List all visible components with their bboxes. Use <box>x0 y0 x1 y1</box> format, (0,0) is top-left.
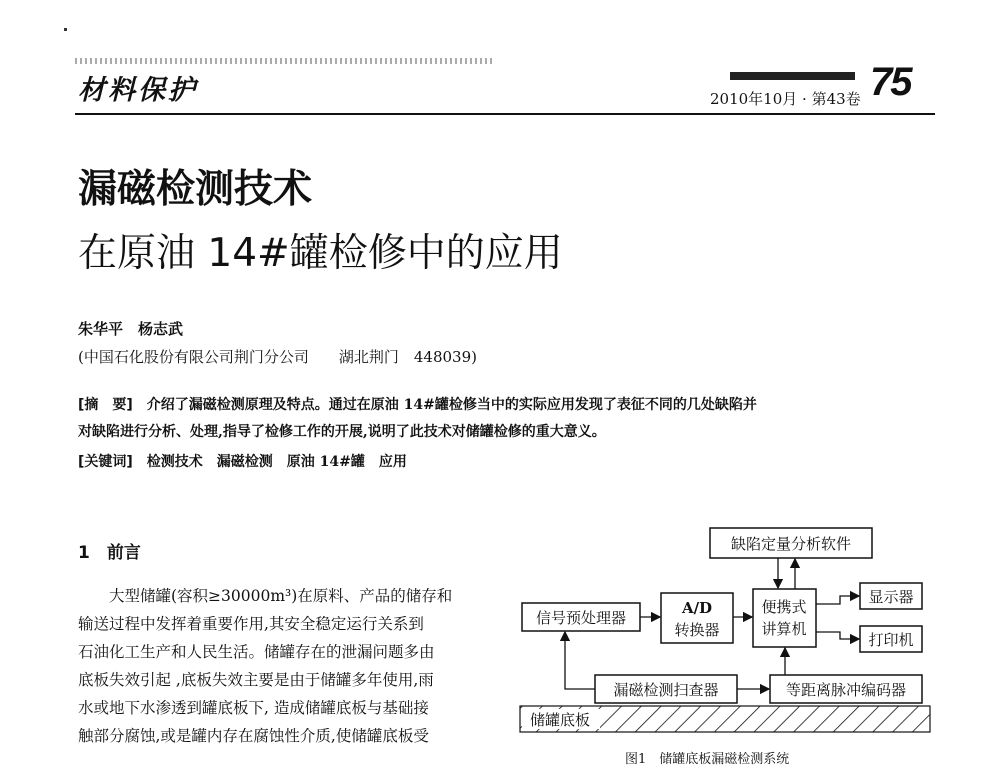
journal-name: 材料保护 <box>78 75 198 106</box>
keywords-label: [关键词] <box>78 454 133 470</box>
abstract-label: [摘 要] <box>78 397 133 413</box>
abstract <box>78 392 757 419</box>
authors: 朱华平 杨志武 <box>78 320 184 338</box>
printer-label: 打印机 <box>868 631 914 649</box>
link-computer-display <box>816 596 859 604</box>
abstract-line-1: 介绍了漏磁检测原理及特点。通过在原油 14#罐检修当中的实际应用发现了表征不同的几处缺陷并 <box>146 397 757 413</box>
keywords <box>78 449 407 476</box>
figure-caption: 图1 储罐底板漏磁检测系统 <box>625 752 790 767</box>
system-diagram <box>510 520 940 745</box>
issue-info: 2010年10月 · 第43卷 <box>710 90 861 108</box>
page-number: 75 <box>870 60 911 104</box>
ad-label-2: 转换器 <box>674 621 720 639</box>
title-line-1: 漏磁检测技术 <box>78 167 313 212</box>
section-heading <box>78 538 141 563</box>
encoder-label: 等距离脉冲编码器 <box>785 681 907 699</box>
tank-bottom-label: 储罐底板 <box>529 711 591 729</box>
scanner-label: 漏磁检测扫查器 <box>613 681 719 699</box>
software-label: 缺陷定量分析软件 <box>730 535 852 553</box>
scan-speck <box>64 28 67 31</box>
body-line-6: 触部分腐蚀,或是罐内存在腐蚀性介质,使储罐底板受 <box>78 727 429 745</box>
link-computer-printer <box>816 632 859 639</box>
title-line-2: 在原油 14#罐检修中的应用 <box>78 231 563 276</box>
abstract-line-2: 对缺陷进行分析、处理,指导了检修工作的开展,说明了此技术对储罐检修的重大意义。 <box>78 424 606 440</box>
computer-label-1: 便携式 <box>761 598 807 616</box>
section-title: 前言 <box>106 543 141 563</box>
body-line-2: 输送过程中发挥着重要作用,其安全稳定运行关系到 <box>78 615 424 633</box>
ad-label-1: A/D <box>681 599 713 617</box>
computer-label-2: 讲算机 <box>761 620 807 638</box>
body-line-1: 大型储罐(容积≥30000m³)在原料、产品的储存和 <box>78 587 453 605</box>
affiliation: (中国石化股份有限公司荆门分公司 湖北荆门 448039) <box>78 348 477 366</box>
body-line-3: 石油化工生产和人民生活。储罐存在的泄漏问题多由 <box>78 643 435 661</box>
body-line-4: 底板失效引起 ,底板失效主要是由于储罐多年使用,雨 <box>78 671 434 689</box>
preprocessor-label: 信号预处理器 <box>535 609 627 627</box>
keywords-text: 检测技术 漏磁检测 原油 14#罐 应用 <box>146 454 407 470</box>
header-bar <box>730 72 855 80</box>
header-texture <box>75 58 495 64</box>
display-label: 显示器 <box>868 588 914 606</box>
body-line-5: 水或地下水渗透到罐底板下, 造成储罐底板与基础接 <box>78 699 429 717</box>
link-scanner-pre <box>565 632 595 689</box>
section-number: 1 <box>78 543 90 563</box>
header-rule <box>75 113 935 115</box>
